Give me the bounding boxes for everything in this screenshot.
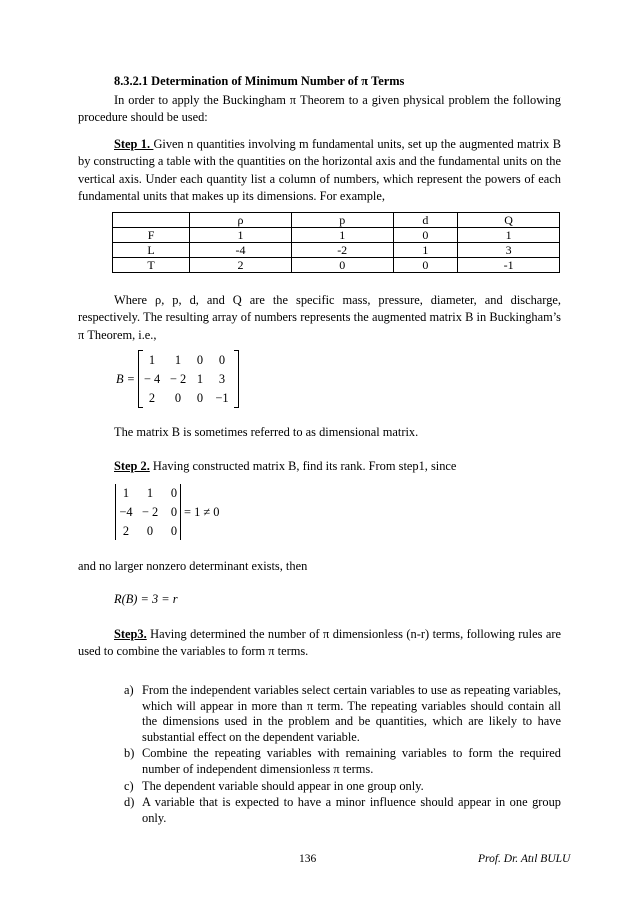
step2-label: Step 2. — [114, 459, 150, 473]
matrix-cell: 0 — [218, 353, 226, 367]
determinant — [112, 484, 242, 542]
list-marker: a) — [124, 683, 134, 697]
determinant-cell: 1 — [146, 486, 154, 500]
matrix-cell: 3 — [218, 372, 226, 386]
step1-paragraph — [78, 136, 561, 205]
section-heading: 8.3.2.1 Determination of Minimum Number of π Terms — [114, 74, 405, 88]
table-header-row — [113, 213, 560, 228]
determinant-cell: −4 — [119, 505, 133, 519]
list-item-text: Combine the repeating variables with remaining variables to form the required number of independent dimensionless π terms. — [142, 746, 561, 776]
table-cell: 1 — [458, 228, 560, 243]
matrix-cell: 0 — [196, 353, 204, 367]
step3-label: Step3. — [114, 627, 147, 641]
list-marker: c) — [124, 778, 134, 793]
determinant-cell: − 2 — [141, 505, 159, 519]
no-larger-text: and no larger nonzero determinant exists, then — [78, 559, 308, 573]
page-number: 136 — [299, 853, 317, 865]
matrix-cell: 2 — [148, 391, 156, 405]
list-item-text: From the independent variables select certain variables to use as repeating variables, which will appear in more than π term. The repeating variables should contain all the dimensions used in the problem and be quantities, which are likely to have substantial effect on the dependent variable. — [142, 683, 561, 744]
rules-list — [124, 683, 561, 827]
matrix-b — [112, 350, 252, 410]
table-cell: L — [113, 243, 190, 258]
matrix-note: The matrix B is sometimes referred to as dimensional matrix. — [114, 425, 419, 439]
step2-paragraph — [78, 458, 561, 475]
matrix-cell: 1 — [196, 372, 204, 386]
step1-label: Step 1. — [114, 137, 154, 151]
table-header-cell: ρ — [190, 213, 292, 228]
matrix-cell: 1 — [174, 353, 182, 367]
table-cell: 0 — [291, 258, 393, 273]
table-cell: 1 — [291, 228, 393, 243]
table-header-cell — [113, 213, 190, 228]
step1-text: Given n quantities involving m fundamental units, set up the augmented matrix B by constructing a table with the quantities on the horizontal axis and the fundamental units on the vertical axis. Under each quantity list a column of numbers, which represent the powers of each fundamental units that makes up its dimensions. For example, — [78, 137, 561, 203]
list-item-text: The dependent variable should appear in one group only. — [142, 778, 424, 793]
table-header-cell: Q — [458, 213, 560, 228]
rank-equation: R(B) = 3 = r — [114, 592, 178, 606]
table-row — [113, 228, 560, 243]
list-marker: b) — [124, 746, 135, 761]
determinant-cell: 0 — [170, 524, 178, 538]
list-item-text: A variable that is expected to have a minor influence should appear in one group only. — [142, 795, 561, 825]
matrix-cell: −1 — [215, 391, 229, 405]
table-cell: F — [113, 228, 190, 243]
table-cell: -1 — [458, 258, 560, 273]
table-cell: 0 — [393, 258, 458, 273]
table-row — [113, 258, 560, 273]
step3-paragraph — [78, 626, 561, 661]
step3-text: Having determined the number of π dimensionless (n-r) terms, following rules are used to combine the variables to form π terms. — [78, 627, 561, 659]
matrix-cell: − 4 — [143, 372, 161, 386]
determinant-cell: 0 — [170, 486, 178, 500]
table-cell: 2 — [190, 258, 292, 273]
table-header-cell: p — [291, 213, 393, 228]
step2-text: Having constructed matrix B, find its rank. From step1, since — [149, 459, 457, 473]
table-cell: -4 — [190, 243, 292, 258]
determinant-rhs: = 1 ≠ 0 — [184, 505, 220, 519]
matrix-cell: 1 — [148, 353, 156, 367]
dimension-table — [112, 212, 560, 273]
footer-author: Prof. Dr. Atıl BULU — [478, 853, 571, 865]
determinant-cell: 0 — [170, 505, 178, 519]
matrix-cell: 0 — [174, 391, 182, 405]
table-cell: 3 — [458, 243, 560, 258]
matrix-cell: 0 — [196, 391, 204, 405]
list-marker: d) — [124, 795, 135, 810]
list-item — [124, 683, 561, 745]
list-item — [124, 746, 561, 777]
determinant-cell: 0 — [146, 524, 154, 538]
matrix-cell: − 2 — [169, 372, 187, 386]
table-cell: -2 — [291, 243, 393, 258]
matrix-b-lhs: B = — [116, 372, 136, 386]
table-row — [113, 243, 560, 258]
table-header-cell: d — [393, 213, 458, 228]
table-cell: 1 — [393, 243, 458, 258]
list-item — [124, 779, 561, 795]
table-cell: 1 — [190, 228, 292, 243]
where-paragraph: Where ρ, p, d, and Q are the specific mass, pressure, diameter, and discharge, respectively. The resulting array of numbers represents the augmented matrix B in Buckingham’s π Theorem, i.e., — [78, 293, 561, 342]
table-cell: 0 — [393, 228, 458, 243]
right-bracket — [234, 350, 239, 408]
list-item — [124, 795, 561, 826]
determinant-cell: 1 — [122, 486, 130, 500]
determinant-cell: 2 — [122, 524, 130, 538]
intro-paragraph: In order to apply the Buckingham π Theorem to a given physical problem the following procedure should be used: — [78, 93, 561, 125]
table-cell: T — [113, 258, 190, 273]
